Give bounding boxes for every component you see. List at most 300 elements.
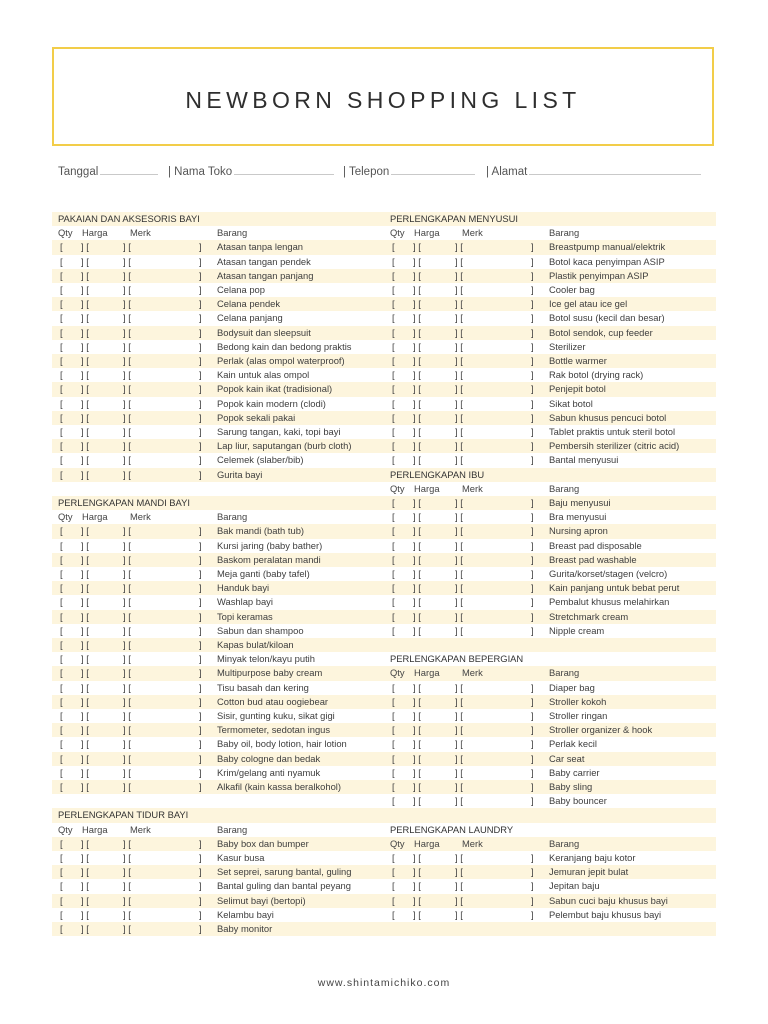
list-item — [390, 397, 720, 411]
harga-field[interactable]: ] [ — [413, 255, 421, 267]
qty-field[interactable]: [ — [392, 241, 395, 253]
qty-field[interactable]: [ — [60, 710, 63, 721]
qty-field[interactable]: [ — [392, 525, 395, 537]
harga-field[interactable]: ] [ — [81, 738, 89, 750]
list-item — [58, 894, 388, 908]
qty-field[interactable]: [ — [60, 681, 63, 693]
qty-field[interactable]: [ — [60, 880, 63, 892]
qty-field[interactable]: [ — [392, 255, 395, 267]
merk-field[interactable]: ] [ — [455, 852, 463, 863]
harga-field[interactable]: ] [ — [413, 610, 421, 622]
list-item — [58, 397, 388, 411]
merk-field[interactable]: ] [ — [455, 383, 463, 395]
harga-field[interactable]: ] [ — [413, 497, 421, 508]
merk-field[interactable]: ] [ — [455, 539, 463, 551]
qty-field[interactable]: [ — [60, 624, 63, 636]
qty-field[interactable]: [ — [392, 355, 395, 366]
qty-field[interactable]: [ — [60, 298, 63, 310]
qty-field[interactable]: [ — [60, 269, 63, 281]
item-name: Baby sling — [549, 781, 593, 792]
qty-field[interactable]: [ — [392, 795, 395, 807]
merk-field[interactable]: ] [ — [455, 269, 463, 281]
merk-field[interactable]: ] [ — [455, 724, 463, 736]
harga-field[interactable]: ] [ — [81, 241, 89, 253]
harga-field[interactable]: ] [ — [413, 710, 421, 721]
merk-field[interactable]: ] [ — [455, 781, 463, 792]
harga-field[interactable]: ] [ — [413, 326, 421, 338]
merk-field[interactable]: ] [ — [123, 411, 131, 423]
qty-field[interactable]: [ — [392, 269, 395, 281]
list-item — [58, 851, 388, 865]
column-header-row — [390, 837, 720, 851]
item-name: Bantal guling dan bantal peyang — [217, 880, 351, 892]
merk-field[interactable]: ] [ — [123, 525, 131, 537]
qty-field[interactable]: [ — [60, 923, 63, 934]
merk-field[interactable]: ] [ — [123, 639, 131, 650]
merk-field[interactable]: ] [ — [123, 596, 131, 608]
column-header-row — [390, 226, 720, 240]
barang-header: Barang — [549, 837, 580, 849]
harga-field[interactable]: ] [ — [81, 326, 89, 338]
qty-field[interactable]: [ — [60, 539, 63, 551]
merk-field[interactable]: ] [ — [455, 681, 463, 693]
qty-field[interactable]: [ — [392, 724, 395, 736]
list-item — [390, 510, 720, 524]
harga-field[interactable]: ] [ — [81, 269, 89, 281]
merk-field[interactable]: ] [ — [123, 369, 131, 381]
merk-field[interactable]: ] [ — [455, 426, 463, 437]
harga-field[interactable]: ] [ — [81, 383, 89, 395]
merk-field[interactable]: ] [ — [123, 610, 131, 622]
qty-field[interactable]: [ — [392, 383, 395, 395]
qty-field[interactable]: [ — [392, 539, 395, 551]
qty-field[interactable]: [ — [60, 397, 63, 409]
telepon-label: | Telepon — [343, 166, 390, 178]
qty-field[interactable]: [ — [60, 610, 63, 622]
harga-field[interactable]: ] [ — [81, 596, 89, 608]
merk-field-end: ] — [531, 710, 534, 721]
merk-field[interactable]: ] [ — [455, 894, 463, 906]
merk-field[interactable]: ] [ — [455, 340, 463, 352]
qty-field[interactable]: [ — [60, 383, 63, 395]
qty-field[interactable]: [ — [60, 284, 63, 295]
merk-field[interactable]: ] [ — [123, 738, 131, 750]
qty-field[interactable]: [ — [392, 440, 395, 452]
qty-field[interactable]: [ — [392, 326, 395, 338]
harga-field[interactable]: ] [ — [81, 312, 89, 324]
item-name: Breastpump manual/elektrik — [549, 241, 666, 253]
harga-field[interactable]: ] [ — [413, 908, 421, 920]
qty-field[interactable]: [ — [392, 397, 395, 409]
qty-field[interactable]: [ — [60, 525, 63, 537]
harga-field[interactable]: ] [ — [81, 681, 89, 693]
merk-field[interactable]: ] [ — [123, 681, 131, 693]
qty-field[interactable]: [ — [392, 426, 395, 437]
harga-field[interactable]: ] [ — [413, 553, 421, 565]
merk-field[interactable]: ] [ — [123, 837, 131, 849]
qty-field[interactable]: [ — [392, 908, 395, 920]
harga-field[interactable]: ] [ — [413, 383, 421, 395]
alamat-field[interactable] — [486, 163, 701, 178]
merk-header: Merk — [130, 227, 151, 239]
qty-field[interactable]: [ — [60, 312, 63, 324]
list-item — [58, 780, 388, 794]
qty-field[interactable]: [ — [392, 284, 395, 295]
qty-field[interactable]: [ — [60, 738, 63, 750]
qty-field[interactable]: [ — [60, 553, 63, 565]
harga-field[interactable]: ] [ — [81, 866, 89, 878]
qty-field[interactable]: [ — [60, 582, 63, 594]
merk-field[interactable]: ] [ — [455, 752, 463, 764]
merk-field[interactable]: ] [ — [123, 880, 131, 892]
harga-field[interactable]: ] [ — [413, 724, 421, 736]
qty-field[interactable]: [ — [60, 695, 63, 707]
harga-field[interactable]: ] [ — [413, 866, 421, 878]
harga-field[interactable]: ] [ — [413, 624, 421, 636]
merk-field[interactable]: ] [ — [123, 397, 131, 409]
qty-field[interactable]: [ — [60, 866, 63, 878]
harga-field[interactable]: ] [ — [81, 525, 89, 537]
merk-field[interactable]: ] [ — [123, 724, 131, 736]
telepon-blank[interactable] — [391, 163, 475, 175]
merk-field[interactable]: ] [ — [455, 710, 463, 721]
merk-field[interactable]: ] [ — [123, 298, 131, 310]
merk-field-end: ] — [199, 610, 202, 622]
harga-field[interactable]: ] [ — [413, 312, 421, 324]
merk-field[interactable]: ] [ — [123, 695, 131, 707]
merk-field[interactable]: ] [ — [123, 781, 131, 792]
harga-header: Harga — [414, 667, 440, 679]
list-item — [390, 425, 720, 439]
harga-field[interactable]: ] [ — [81, 411, 89, 423]
merk-field[interactable]: ] [ — [455, 397, 463, 409]
harga-field[interactable]: ] [ — [81, 553, 89, 565]
harga-field[interactable]: ] [ — [81, 440, 89, 452]
merk-field[interactable]: ] [ — [455, 582, 463, 594]
merk-field[interactable]: ] [ — [455, 525, 463, 537]
qty-field[interactable]: [ — [60, 255, 63, 267]
harga-field[interactable]: ] [ — [413, 568, 421, 579]
harga-field[interactable]: ] [ — [413, 397, 421, 409]
merk-field[interactable]: ] [ — [123, 539, 131, 551]
merk-field[interactable]: ] [ — [455, 312, 463, 324]
list-item — [58, 610, 388, 624]
merk-field[interactable]: ] [ — [455, 596, 463, 608]
qty-field[interactable]: [ — [60, 781, 63, 792]
merk-field-end: ] — [531, 255, 534, 267]
harga-field[interactable]: ] [ — [81, 880, 89, 892]
harga-field[interactable]: ] [ — [413, 411, 421, 423]
merk-field[interactable]: ] [ — [123, 866, 131, 878]
qty-field[interactable]: [ — [60, 326, 63, 338]
harga-field[interactable]: ] [ — [413, 894, 421, 906]
merk-field[interactable]: ] [ — [455, 568, 463, 579]
qty-field[interactable]: [ — [60, 639, 63, 650]
qty-field[interactable]: [ — [60, 426, 63, 437]
merk-field[interactable]: ] [ — [123, 624, 131, 636]
harga-field[interactable]: ] [ — [81, 667, 89, 679]
item-name: Meja ganti (baby tafel) — [217, 568, 310, 579]
merk-field[interactable]: ] [ — [455, 497, 463, 508]
qty-field[interactable]: [ — [392, 624, 395, 636]
merk-field[interactable]: ] [ — [123, 667, 131, 679]
merk-field[interactable]: ] [ — [123, 908, 131, 920]
qty-field[interactable]: [ — [392, 738, 395, 750]
telepon-field[interactable] — [343, 163, 475, 178]
section-title-text: PERLENGKAPAN TIDUR BAYI — [58, 809, 189, 821]
qty-field[interactable]: [ — [60, 454, 63, 466]
merk-field[interactable]: ] [ — [123, 426, 131, 437]
qty-field[interactable]: [ — [60, 340, 63, 352]
merk-field[interactable]: ] [ — [455, 766, 463, 778]
harga-field[interactable]: ] [ — [81, 355, 89, 366]
qty-field[interactable]: [ — [60, 355, 63, 366]
tanggal-blank[interactable] — [100, 163, 158, 175]
qty-field[interactable]: [ — [392, 298, 395, 310]
harga-field[interactable]: ] [ — [413, 340, 421, 352]
merk-field[interactable]: ] [ — [455, 355, 463, 366]
qty-field[interactable]: [ — [60, 894, 63, 906]
merk-field[interactable]: ] [ — [123, 340, 131, 352]
qty-field[interactable]: [ — [392, 710, 395, 721]
merk-field[interactable]: ] [ — [455, 411, 463, 423]
merk-field[interactable]: ] [ — [123, 766, 131, 778]
harga-field[interactable]: ] [ — [81, 752, 89, 764]
merk-field[interactable]: ] [ — [455, 326, 463, 338]
qty-field[interactable]: [ — [392, 596, 395, 608]
harga-field[interactable]: ] [ — [81, 766, 89, 778]
harga-field[interactable]: ] [ — [81, 639, 89, 650]
harga-field[interactable]: ] [ — [81, 284, 89, 295]
merk-field[interactable]: ] [ — [455, 298, 463, 310]
harga-field[interactable]: ] [ — [81, 781, 89, 792]
qty-field[interactable]: [ — [60, 724, 63, 736]
nama-toko-field[interactable] — [168, 163, 334, 178]
item-name: Krim/gelang anti nyamuk — [217, 766, 321, 778]
merk-field[interactable]: ] [ — [455, 880, 463, 892]
column-header-row — [58, 226, 388, 240]
harga-field[interactable]: ] [ — [81, 724, 89, 736]
qty-field[interactable]: [ — [60, 241, 63, 253]
harga-field[interactable]: ] [ — [81, 568, 89, 579]
qty-field[interactable]: [ — [392, 880, 395, 892]
nama-toko-blank[interactable] — [234, 163, 334, 175]
harga-field[interactable]: ] [ — [81, 255, 89, 267]
harga-field[interactable]: ] [ — [81, 653, 89, 665]
merk-field[interactable]: ] [ — [123, 454, 131, 466]
qty-field[interactable]: [ — [60, 837, 63, 849]
harga-field[interactable]: ] [ — [81, 908, 89, 920]
harga-field[interactable]: ] [ — [413, 695, 421, 707]
harga-field[interactable]: ] [ — [81, 426, 89, 437]
section-title-text: PERLENGKAPAN LAUNDRY — [390, 823, 514, 835]
merk-field[interactable]: ] [ — [123, 269, 131, 281]
barang-header: Barang — [217, 227, 248, 239]
merk-field[interactable]: ] [ — [123, 582, 131, 594]
harga-field[interactable]: ] [ — [81, 298, 89, 310]
qty-field[interactable]: [ — [60, 596, 63, 608]
harga-field[interactable]: ] [ — [413, 525, 421, 537]
merk-field[interactable]: ] [ — [123, 468, 131, 480]
harga-field[interactable]: ] [ — [81, 454, 89, 466]
qty-field[interactable]: [ — [392, 454, 395, 466]
harga-field[interactable]: ] [ — [413, 582, 421, 594]
harga-field[interactable]: ] [ — [413, 539, 421, 551]
merk-field[interactable]: ] [ — [123, 553, 131, 565]
harga-field[interactable]: ] [ — [413, 781, 421, 792]
merk-field[interactable]: ] [ — [123, 326, 131, 338]
harga-field[interactable]: ] [ — [413, 681, 421, 693]
merk-field[interactable]: ] [ — [123, 752, 131, 764]
qty-field[interactable]: [ — [60, 568, 63, 579]
qty-field[interactable]: [ — [60, 852, 63, 863]
harga-field[interactable]: ] [ — [413, 852, 421, 863]
qty-field[interactable]: [ — [392, 568, 395, 579]
merk-field-end: ] — [531, 411, 534, 423]
qty-field[interactable]: [ — [60, 411, 63, 423]
merk-field[interactable]: ] [ — [123, 241, 131, 253]
merk-field-end: ] — [531, 724, 534, 736]
item-name: Botol susu (kecil dan besar) — [549, 312, 665, 324]
harga-field[interactable]: ] [ — [81, 369, 89, 381]
harga-field[interactable]: ] [ — [81, 582, 89, 594]
harga-field[interactable]: ] [ — [413, 766, 421, 778]
tanggal-field[interactable] — [58, 163, 158, 178]
harga-field[interactable]: ] [ — [81, 340, 89, 352]
merk-field[interactable]: ] [ — [123, 653, 131, 665]
qty-field[interactable]: [ — [60, 752, 63, 764]
qty-field[interactable]: [ — [60, 667, 63, 679]
merk-field[interactable]: ] [ — [123, 312, 131, 324]
merk-field[interactable]: ] [ — [455, 866, 463, 878]
column-header-row — [58, 823, 388, 837]
qty-field[interactable]: [ — [392, 411, 395, 423]
merk-field[interactable]: ] [ — [123, 284, 131, 295]
merk-field[interactable]: ] [ — [123, 923, 131, 934]
merk-field[interactable]: ] [ — [455, 624, 463, 636]
merk-field[interactable]: ] [ — [455, 610, 463, 622]
harga-field[interactable]: ] [ — [413, 355, 421, 366]
harga-field[interactable]: ] [ — [81, 468, 89, 480]
list-item — [390, 865, 720, 879]
harga-field[interactable]: ] [ — [413, 426, 421, 437]
merk-field[interactable]: ] [ — [455, 553, 463, 565]
harga-field[interactable]: ] [ — [413, 454, 421, 466]
harga-field[interactable]: ] [ — [81, 837, 89, 849]
harga-field[interactable]: ] [ — [413, 269, 421, 281]
merk-field[interactable]: ] [ — [123, 568, 131, 579]
harga-field[interactable]: ] [ — [81, 397, 89, 409]
qty-field[interactable]: [ — [60, 440, 63, 452]
qty-field[interactable]: [ — [392, 497, 395, 508]
harga-field[interactable]: ] [ — [413, 284, 421, 295]
qty-field[interactable]: [ — [60, 908, 63, 920]
merk-field[interactable]: ] [ — [455, 908, 463, 920]
merk-field[interactable]: ] [ — [455, 255, 463, 267]
alamat-blank[interactable] — [529, 163, 701, 175]
merk-field[interactable]: ] [ — [123, 710, 131, 721]
qty-field[interactable]: [ — [392, 852, 395, 863]
merk-field[interactable]: ] [ — [123, 894, 131, 906]
merk-field-end: ] — [531, 383, 534, 395]
qty-field[interactable]: [ — [392, 866, 395, 878]
qty-field[interactable]: [ — [60, 468, 63, 480]
merk-field[interactable]: ] [ — [123, 440, 131, 452]
merk-field-end: ] — [531, 880, 534, 892]
merk-field[interactable]: ] [ — [455, 695, 463, 707]
list-item — [390, 326, 720, 340]
harga-field[interactable]: ] [ — [81, 852, 89, 863]
merk-field[interactable]: ] [ — [455, 284, 463, 295]
merk-field[interactable]: ] [ — [455, 369, 463, 381]
qty-field[interactable]: [ — [392, 340, 395, 352]
harga-field[interactable]: ] [ — [413, 596, 421, 608]
merk-field[interactable]: ] [ — [455, 795, 463, 807]
qty-field[interactable]: [ — [392, 582, 395, 594]
harga-field[interactable]: ] [ — [413, 241, 421, 253]
harga-field[interactable]: ] [ — [413, 752, 421, 764]
qty-field[interactable]: [ — [60, 766, 63, 778]
qty-field[interactable]: [ — [392, 511, 395, 523]
footer-url[interactable]: www.shintamichiko.com — [317, 977, 451, 989]
list-item — [58, 439, 388, 453]
barang-header: Barang — [217, 511, 248, 523]
merk-field[interactable]: ] [ — [123, 852, 131, 863]
harga-field[interactable]: ] [ — [81, 923, 89, 934]
qty-field[interactable]: [ — [392, 695, 395, 707]
merk-field[interactable]: ] [ — [455, 511, 463, 523]
harga-field[interactable]: ] [ — [81, 695, 89, 707]
merk-field[interactable]: ] [ — [455, 454, 463, 466]
qty-field[interactable]: [ — [392, 369, 395, 381]
qty-field[interactable]: [ — [60, 369, 63, 381]
qty-field[interactable]: [ — [392, 553, 395, 565]
qty-field[interactable]: [ — [392, 894, 395, 906]
list-item — [58, 581, 388, 595]
merk-field[interactable]: ] [ — [455, 241, 463, 253]
list-item — [58, 539, 388, 553]
harga-field[interactable]: ] [ — [413, 795, 421, 807]
qty-field[interactable]: [ — [60, 653, 63, 665]
harga-field[interactable]: ] [ — [413, 511, 421, 523]
harga-field[interactable]: ] [ — [81, 894, 89, 906]
merk-field[interactable]: ] [ — [455, 440, 463, 452]
qty-field[interactable]: [ — [392, 752, 395, 764]
qty-field[interactable]: [ — [392, 681, 395, 693]
merk-field[interactable]: ] [ — [123, 383, 131, 395]
qty-field[interactable]: [ — [392, 781, 395, 792]
harga-field[interactable]: ] [ — [413, 298, 421, 310]
harga-field[interactable]: ] [ — [81, 624, 89, 636]
list-item — [390, 879, 720, 893]
harga-field[interactable]: ] [ — [413, 880, 421, 892]
harga-field[interactable]: ] [ — [81, 710, 89, 721]
qty-field[interactable]: [ — [392, 610, 395, 622]
merk-header: Merk — [462, 227, 483, 239]
merk-field[interactable]: ] [ — [123, 255, 131, 267]
harga-field[interactable]: ] [ — [413, 738, 421, 750]
list-item — [390, 894, 720, 908]
harga-field[interactable]: ] [ — [413, 369, 421, 381]
harga-field[interactable]: ] [ — [81, 539, 89, 551]
harga-header: Harga — [82, 823, 108, 835]
merk-field[interactable]: ] [ — [123, 355, 131, 366]
qty-field[interactable]: [ — [392, 312, 395, 324]
qty-field[interactable]: [ — [392, 766, 395, 778]
harga-field[interactable]: ] [ — [81, 610, 89, 622]
merk-field[interactable]: ] [ — [455, 738, 463, 750]
harga-field[interactable]: ] [ — [413, 440, 421, 452]
